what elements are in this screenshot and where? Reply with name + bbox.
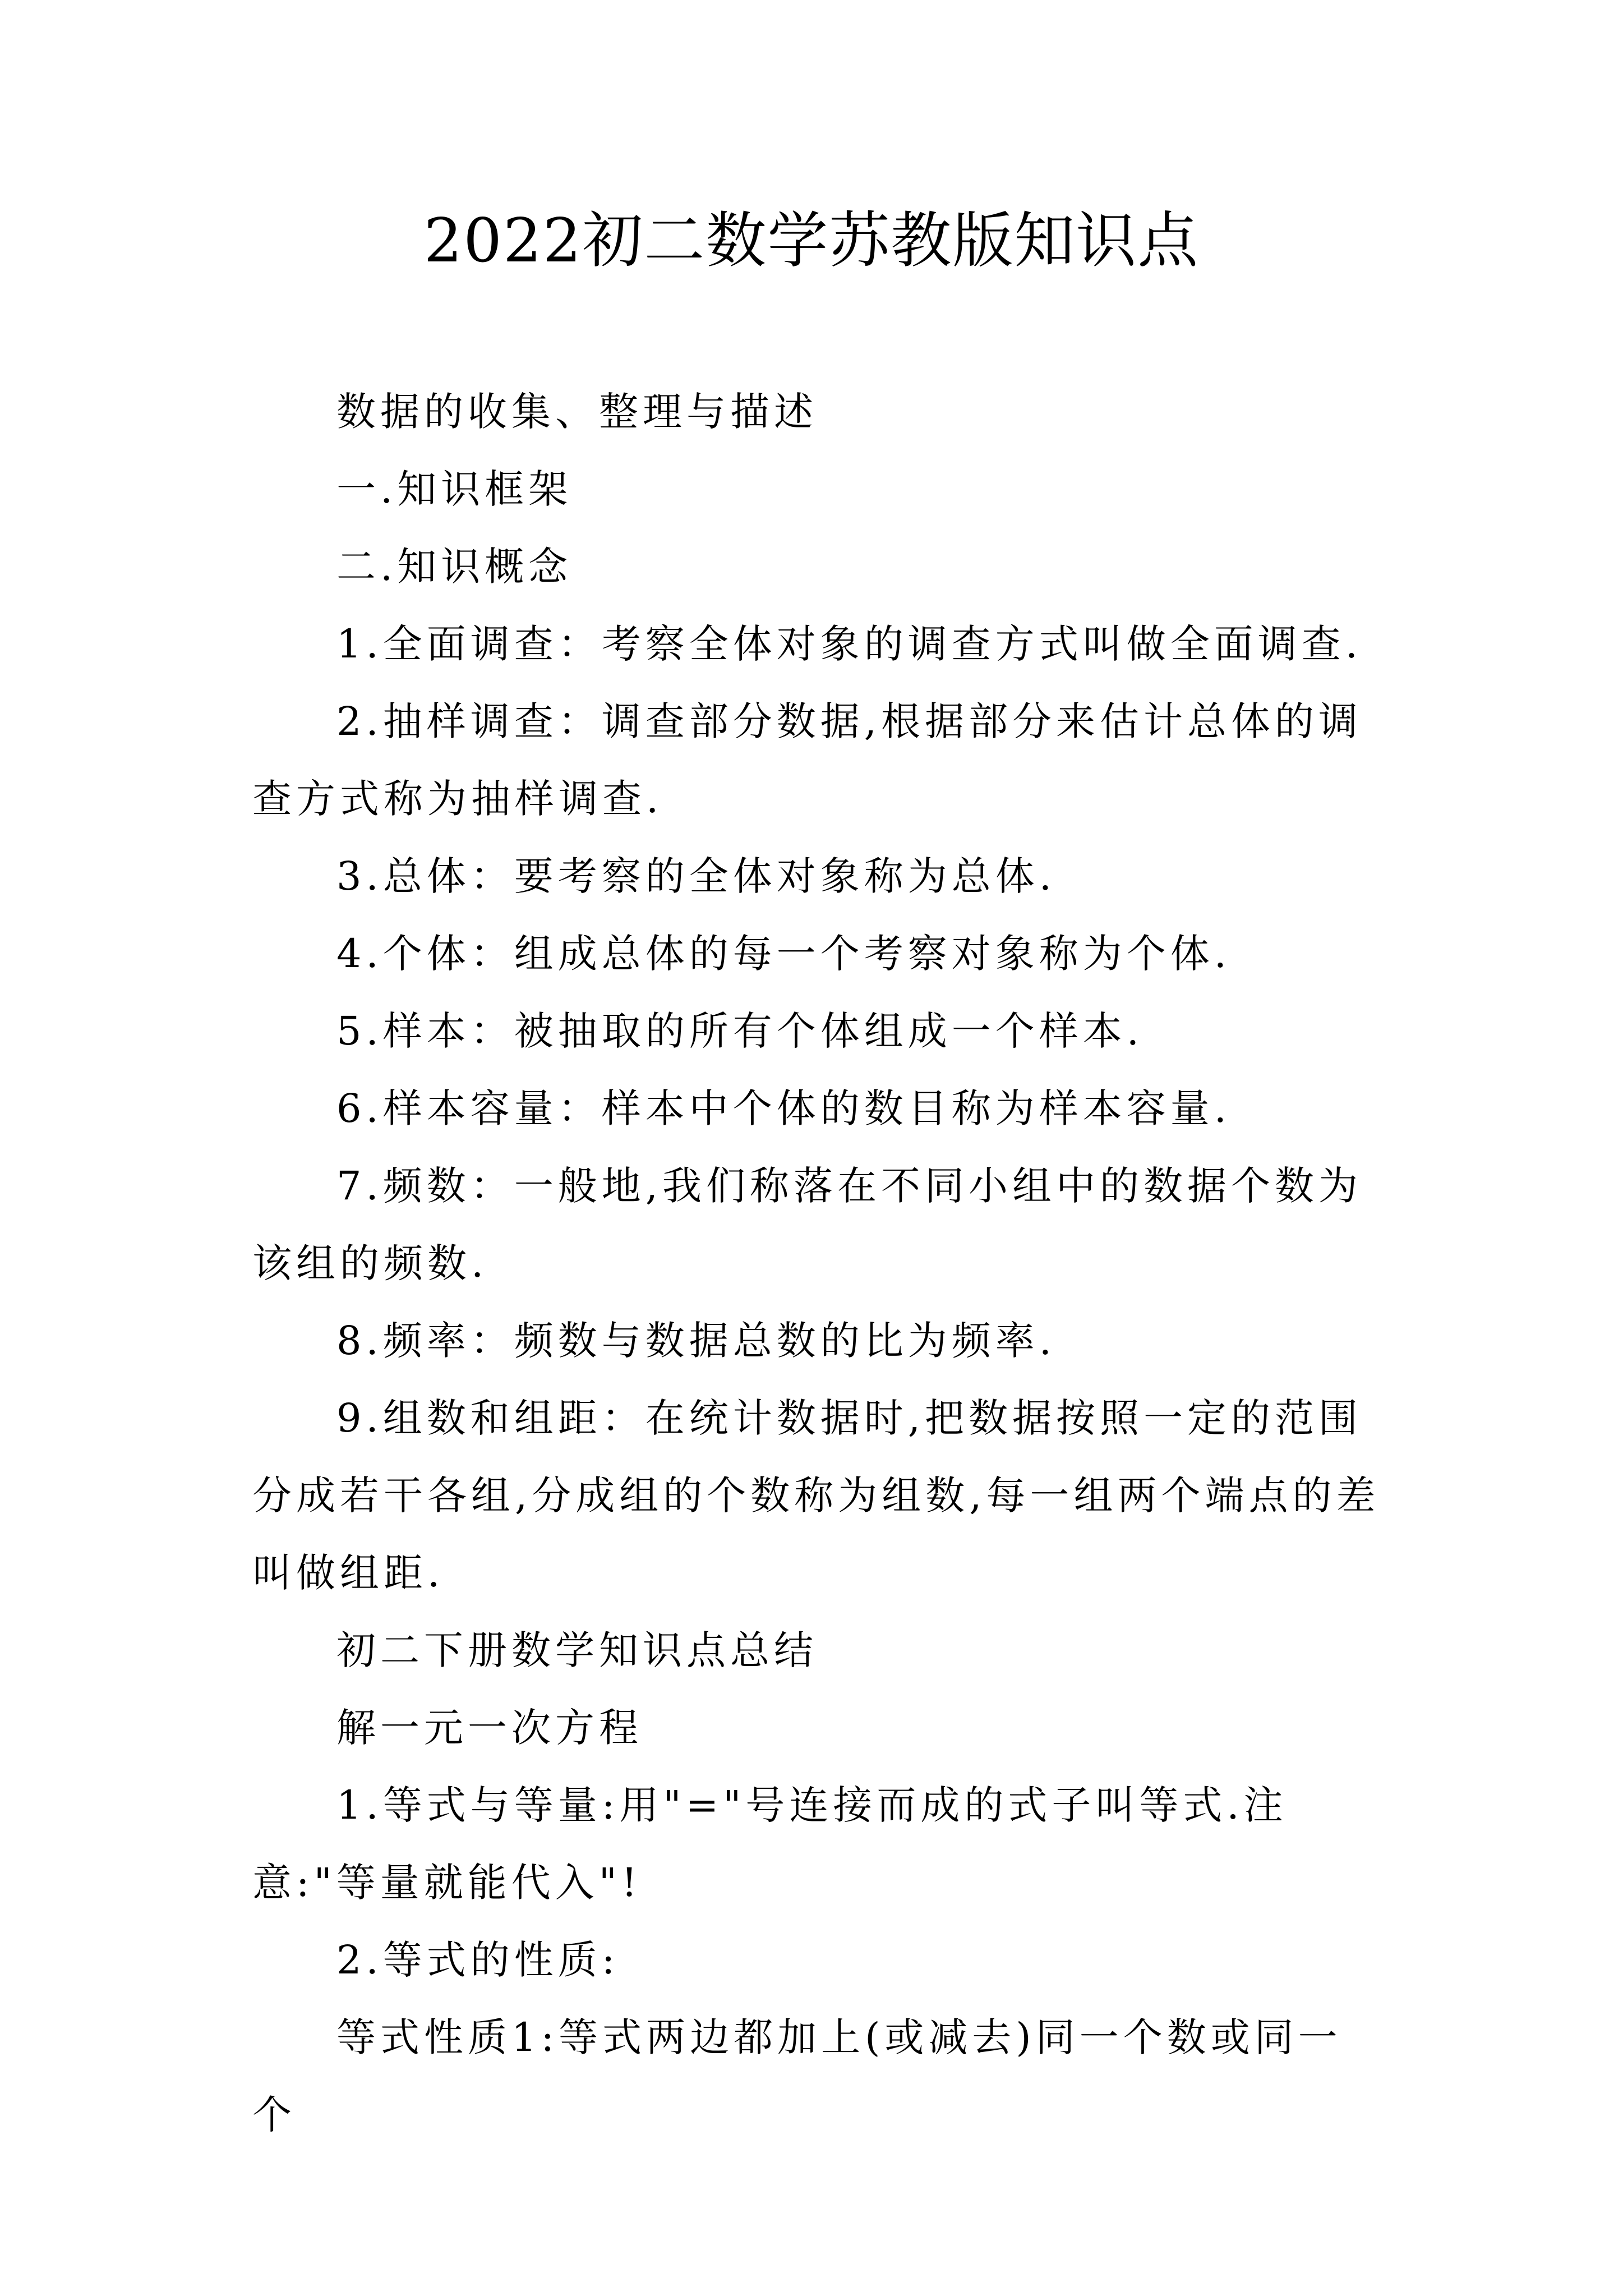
document-body: [252, 373, 1385, 2154]
section-heading: 初二下册数学知识点总结: [336, 1627, 818, 1673]
paragraph: 8.频率：频数与数据总数的比为频率.: [336, 1318, 1057, 1364]
paragraph: 2.抽样调查：调查部分数据,根据部分来估计总体的调查方式称为抽样调查.: [252, 698, 1363, 822]
document-title: 2022初二数学苏教版知识点: [423, 206, 1200, 276]
paragraph: 1.等式与等量:用"="号连接而成的式子叫等式.注意:"等量就能代入"!: [252, 1782, 1288, 1906]
subsection-heading: 二.知识概念: [336, 544, 573, 590]
paragraph: 5.样本：被抽取的所有个体组成一个样本.: [336, 1008, 1144, 1054]
paragraph: 4.个体：组成总体的每一个考察对象称为个体.: [336, 931, 1232, 977]
section-heading: 数据的收集、整理与描述: [336, 389, 818, 435]
paragraph: 6.样本容量：样本中个体的数目称为样本容量.: [336, 1085, 1232, 1131]
subsection-heading: 一.知识框架: [336, 466, 573, 512]
paragraph: 1.全面调查：考察全体对象的调查方式叫做全面调查.: [336, 621, 1363, 667]
paragraph: 2.等式的性质:: [336, 1937, 620, 1983]
paragraph: 3.总体：要考察的全体对象称为总体.: [336, 853, 1057, 899]
paragraph: 9.组数和组距：在统计数据时,把数据按照一定的范围分成若干各组,分成组的个数称为组数,每一组两个端点的差叫做组距.: [252, 1395, 1380, 1596]
paragraph: 等式性质1:等式两边都加上(或减去)同一个数或同一个: [252, 2014, 1342, 2138]
paragraph: 7.频数：一般地,我们称落在不同小组中的数据个数为该组的频数.: [252, 1163, 1363, 1286]
section-heading: 解一元一次方程: [336, 1705, 643, 1751]
